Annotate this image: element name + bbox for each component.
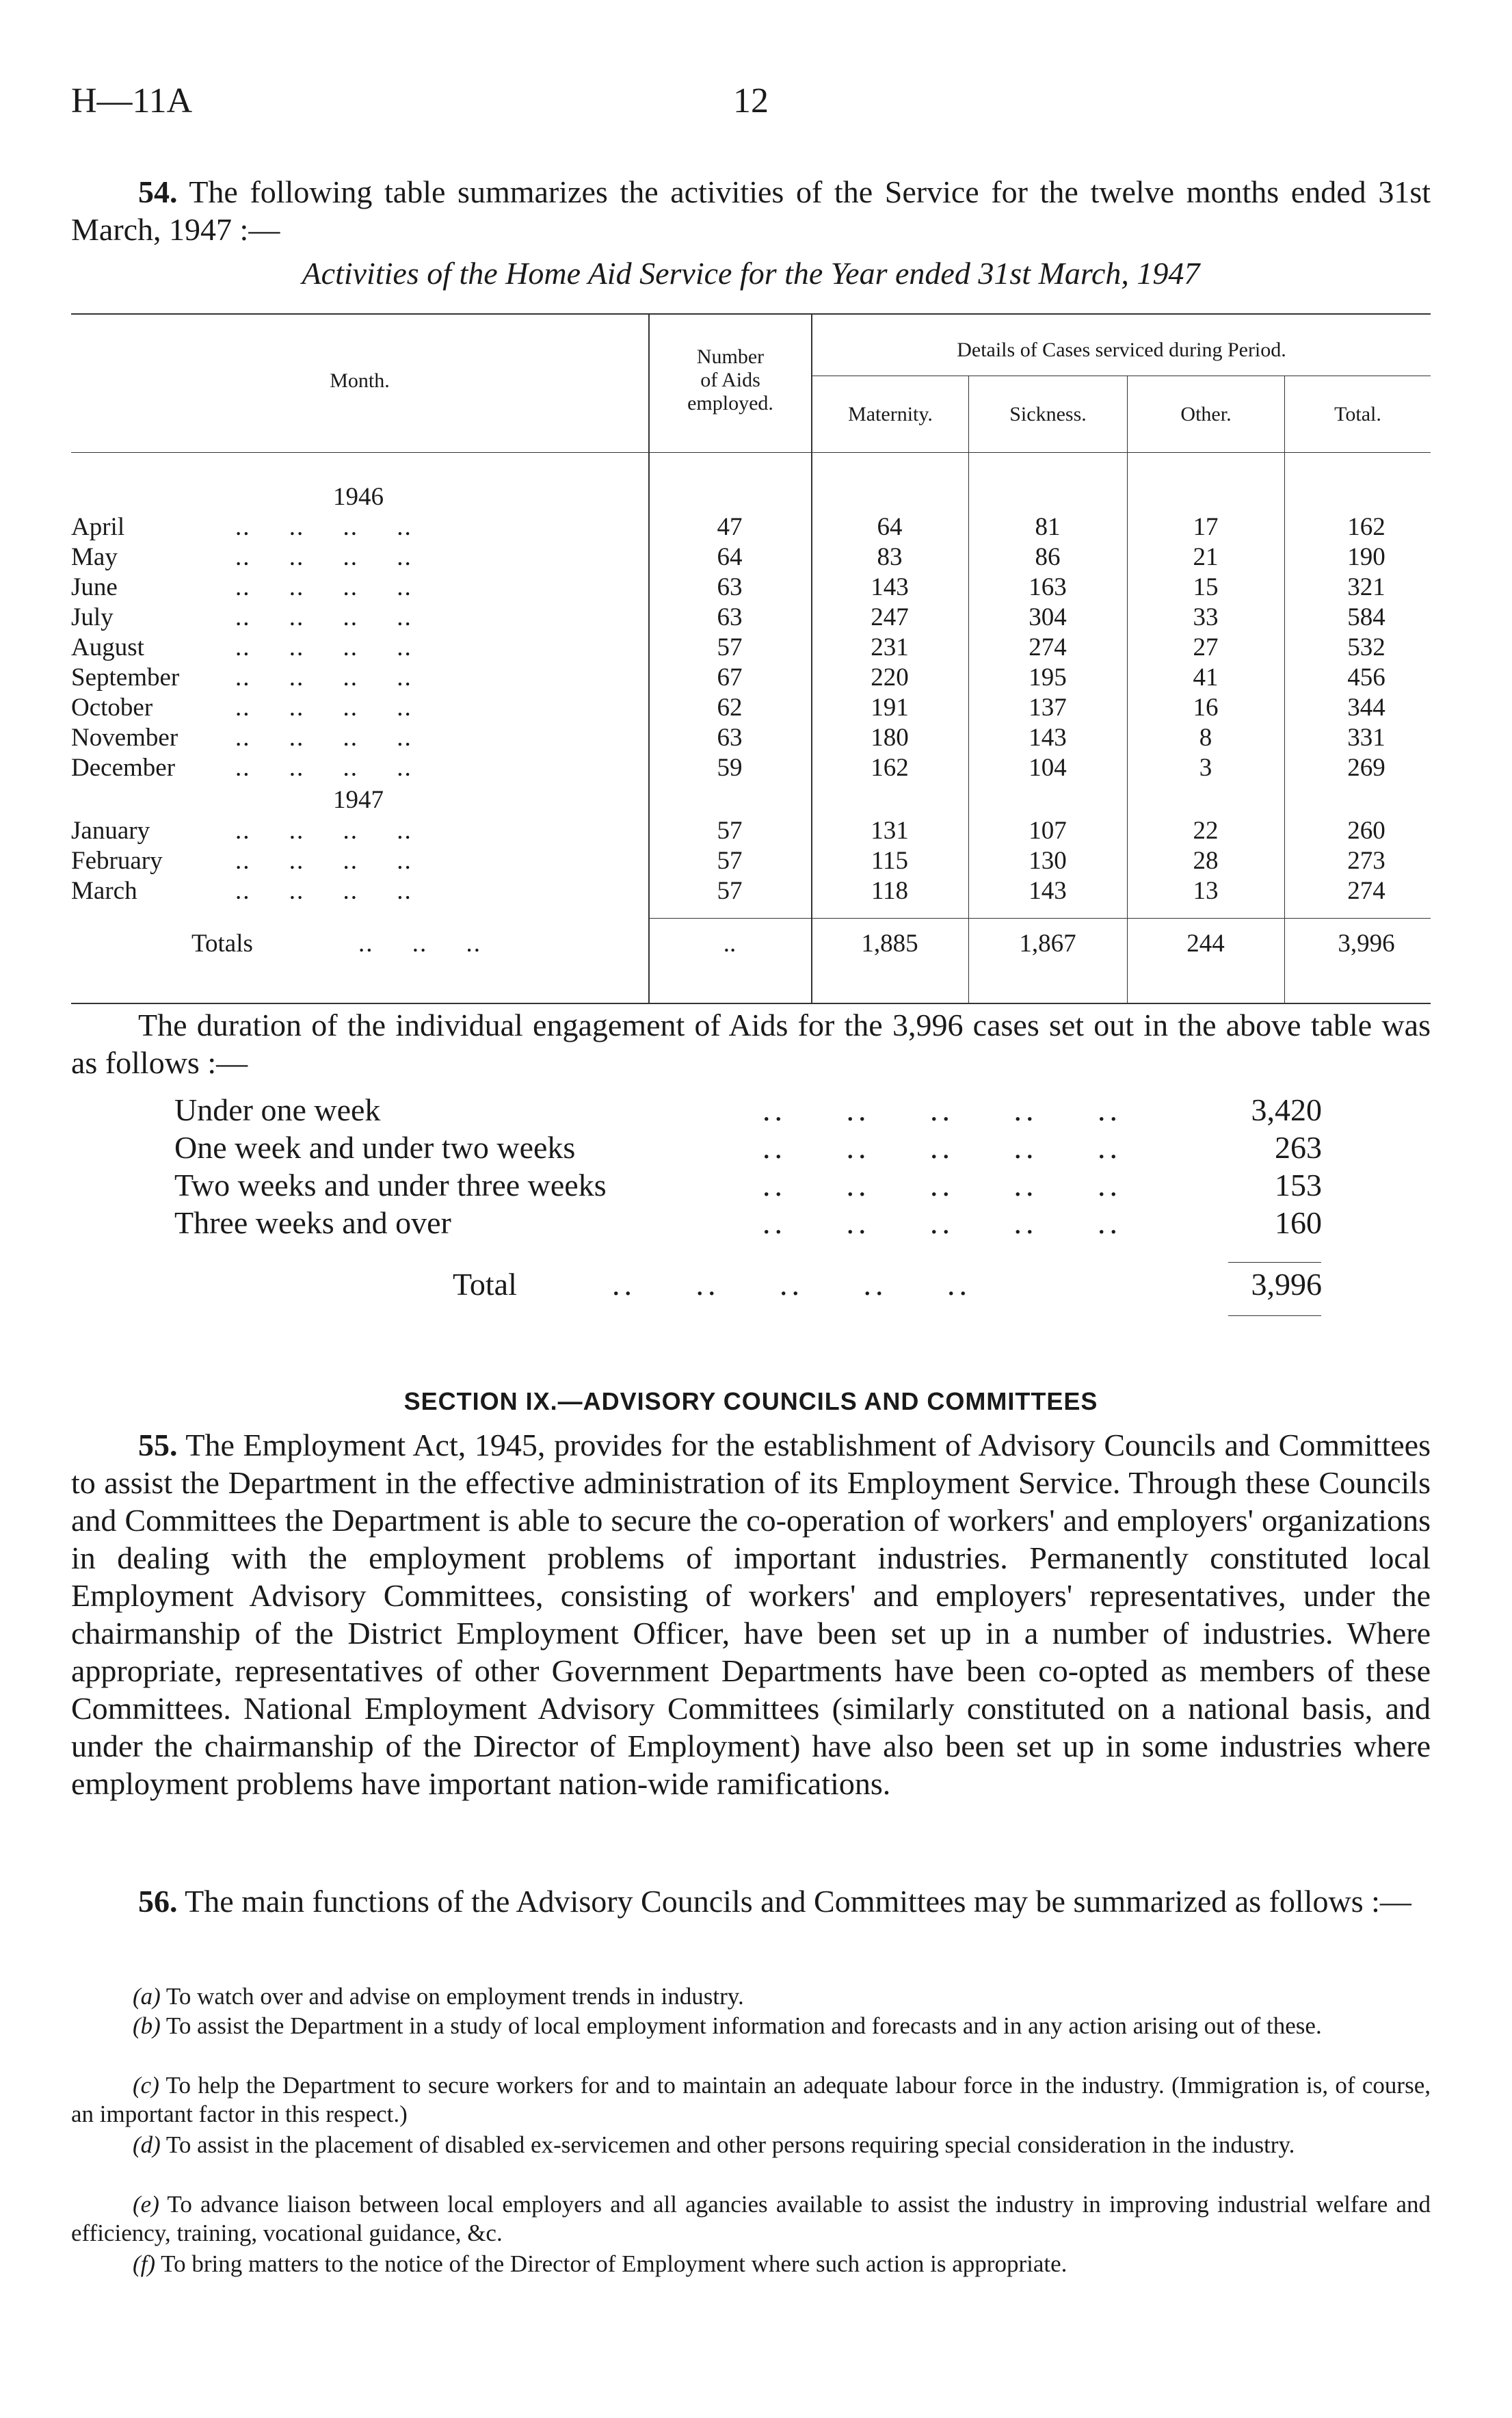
leader-dots: .. .. .. .. [235,877,412,905]
leader-dots: .. .. .. .. [235,663,412,692]
cell-total: 331 [1347,724,1385,752]
cell-maternity: 191 [871,694,909,722]
leader-dots: .. .. .. .. .. [762,1205,1122,1240]
duration-value: 263 [1275,1130,1322,1165]
cell-month: March [71,877,137,905]
leader-dots: .. .. .. .. [235,573,412,601]
col-header-aids [650,345,811,415]
cell-other: 17 [1193,513,1219,541]
cell-total: 321 [1347,573,1385,601]
cell-aids: 67 [717,663,743,692]
table-row [71,816,1431,846]
duration-item [174,1092,1322,1129]
cell-month: December [71,754,176,782]
cell-month: July [71,603,114,631]
leader-dots: .. .. .. .. [235,724,412,752]
cell-sickness: 163 [1029,573,1067,601]
leader-dots: .. .. .. .. [235,847,412,875]
cell-other: 22 [1193,817,1219,845]
cell-sickness: 81 [1035,513,1061,541]
col-header-other: Other. [1180,403,1232,425]
cell-other: 13 [1193,877,1219,905]
cell-maternity: 180 [871,724,909,752]
page-series: H—11A [71,81,193,120]
leader-dots: .. .. .. .. [235,633,412,661]
totals-aids: .. [723,930,737,958]
table-row [71,542,1431,573]
cell-month: April [71,513,125,541]
function-text: To watch over and advise on employment trends in industry. [160,1983,744,2010]
table-bottom-rule [71,1003,1431,1004]
cell-maternity: 231 [871,633,909,661]
cell-total: 274 [1347,877,1385,905]
cell-sickness: 86 [1035,543,1061,571]
function-item [71,2131,1431,2159]
duration-total [174,1266,1322,1303]
table-row [71,663,1431,693]
function-item [71,2012,1431,2040]
duration-total-value: 3,996 [1251,1267,1322,1302]
cell-other: 41 [1193,663,1219,692]
table-row [71,693,1431,723]
cell-month: August [71,633,144,661]
table-totals-row [71,929,1431,959]
duration-label: Two weeks and under three weeks [174,1168,607,1203]
cell-month: October [71,694,153,722]
totals-label: Totals [191,930,253,958]
cell-maternity: 162 [871,754,909,782]
leader-dots: .. .. .. .. [235,817,412,845]
duration-item [174,1205,1322,1241]
cell-month: January [71,817,150,845]
cell-total: 260 [1347,817,1385,845]
cell-total: 269 [1347,754,1385,782]
col-header-aids-line: Number [696,345,765,368]
col-header-month: Month. [330,369,390,392]
table-row [71,603,1431,633]
paragraph-number: 54. [138,174,178,209]
cell-sickness: 104 [1029,754,1067,782]
table-row [71,846,1431,876]
leader-dots: .. .. .. .. .. [762,1092,1122,1127]
cell-aids: 57 [717,877,743,905]
cell-sickness: 143 [1029,724,1067,752]
cell-sickness: 143 [1029,877,1067,905]
cell-aids: 63 [717,724,743,752]
duration-intro: The duration of the individual engagement of Aids for the 3,996 cases set out in the above table was as follows :— [71,1008,1431,1080]
cell-sickness: 107 [1029,817,1067,845]
totals-maternity: 1,885 [861,930,918,958]
function-letter: (c) [133,2072,159,2099]
cell-total: 344 [1347,694,1385,722]
paragraph-number: 56. [138,1884,178,1919]
totals-other: 244 [1186,930,1225,958]
function-text: To assist in the placement of disabled ex-servicemen and other persons requiring special consideration in the industry. [160,2131,1295,2158]
total-rule [1228,1262,1321,1263]
paragraph-54 [71,173,1431,248]
cell-sickness: 274 [1029,633,1067,661]
cell-total: 456 [1347,663,1385,692]
cell-aids: 59 [717,754,743,782]
cell-other: 3 [1199,754,1212,782]
leader-dots: .. .. .. .. .. [612,1267,971,1302]
leader-dots: .. .. .. [358,930,481,958]
cell-other: 28 [1193,847,1219,875]
cell-maternity: 115 [871,847,909,875]
duration-label: One week and under two weeks [174,1130,576,1165]
cell-maternity: 143 [871,573,909,601]
cell-month: September [71,663,180,692]
cell-total: 162 [1347,513,1385,541]
function-item [71,2250,1431,2278]
table-row [71,876,1431,906]
col-header-aids-line: employed. [687,392,773,415]
year-label: 1946 [333,483,384,511]
function-text: To assist the Department in a study of local employment information and forecasts and in any action arising out of these. [160,2012,1322,2039]
leader-dots: .. .. .. .. [235,754,412,782]
function-text: To help the Department to secure workers for and to maintain an adequate labour force in the industry. (Immigration is, of course, an important factor in this respect.) [71,2072,1431,2127]
cell-month: February [71,847,163,875]
function-letter: (f) [133,2250,156,2277]
function-item [71,1982,1431,2011]
cell-sickness: 304 [1029,603,1067,631]
table-row [71,512,1431,542]
cell-maternity: 220 [871,663,909,692]
paragraph-55 [71,1426,1431,1802]
leader-dots: .. .. .. .. [235,543,412,571]
cell-aids: 57 [717,633,743,661]
cell-aids: 62 [717,694,743,722]
function-letter: (e) [133,2191,159,2218]
total-underline [1228,1315,1321,1316]
cell-total: 532 [1347,633,1385,661]
cell-total: 190 [1347,543,1385,571]
totals-total: 3,996 [1338,930,1395,958]
duration-label: Three weeks and over [174,1205,451,1240]
cell-maternity: 131 [871,817,909,845]
cell-other: 16 [1193,694,1219,722]
cell-sickness: 130 [1029,847,1067,875]
function-letter: (d) [133,2131,161,2158]
leader-dots: .. .. .. .. [235,513,412,541]
totals-sickness: 1,867 [1019,930,1076,958]
cell-month: June [71,573,118,601]
leader-dots: .. .. .. .. [235,603,412,631]
table-caption: Activities of the Home Aid Service for the Year ended 31st March, 1947 [302,256,1200,291]
function-text: To advance liaison between local employers and all agancies available to assist the industry in improving industrial welfare and efficiency, training, vocational guidance, &c. [71,2191,1431,2246]
table-row [71,573,1431,603]
cell-other: 8 [1199,724,1212,752]
table-totals-rule [648,918,1431,919]
function-text: To bring matters to the notice of the Director of Employment where such action is appropriate. [155,2250,1067,2277]
table-header-rule [71,452,1431,453]
leader-dots: .. .. .. .. [235,694,412,722]
leader-dots: .. .. .. .. .. [762,1168,1122,1203]
paragraph-text: The Employment Act, 1945, provides for the establishment of Advisory Councils and Committees to assist the Department in the effective administration of its Employment Service. Through these Councils and Committees the Department is able to secure the co-operation of workers' and employers' organizations in dealing with the employment problems of important industries. Permanently constituted local Employment Advisory Committees, consisting of workers' and employers' representatives, under the chairmanship of the District Employment Officer, have been set up in a number of industries. Where appropriate, representatives of other Government Departments have been co-opted as members of these Committees. National Employment Advisory Committees (similarly constituted on a national basis, and under the chairmanship of the Director of Employment) have also been set up in some industries where employment problems have important nation-wide ramifications. [71,1428,1431,1801]
duration-total-label: Total [453,1267,517,1302]
paragraph-text: The main functions of the Advisory Councils and Committees may be summarized as follows :— [185,1884,1411,1919]
cell-month: May [71,543,118,571]
duration-item [174,1167,1322,1204]
duration-value: 160 [1275,1205,1322,1240]
cell-other: 27 [1193,633,1219,661]
col-header-group: Details of Cases serviced during Period. [957,339,1286,361]
cell-total: 273 [1347,847,1385,875]
section-title: SECTION IX.—ADVISORY COUNCILS AND COMMITTEES [403,1387,1098,1415]
table-top-rule [71,313,1431,315]
duration-label: Under one week [174,1092,381,1127]
col-header-total: Total. [1334,403,1381,425]
cell-other: 15 [1193,573,1219,601]
function-item [71,2190,1431,2248]
cell-maternity: 83 [877,543,903,571]
paragraph-text: The following table summarizes the activities of the Service for the twelve months ended 31st March, 1947 :— [71,174,1431,247]
paragraph-56 [71,1882,1431,1920]
cell-aids: 57 [717,817,743,845]
cell-maternity: 118 [871,877,909,905]
cell-other: 21 [1193,543,1219,571]
cell-aids: 64 [717,543,743,571]
cell-total: 584 [1347,603,1385,631]
duration-item [174,1129,1322,1166]
cell-sickness: 195 [1029,663,1067,692]
duration-value: 153 [1275,1168,1322,1203]
cell-sickness: 137 [1029,694,1067,722]
function-item [71,2071,1431,2129]
table-row [71,753,1431,783]
page-number: 12 [733,81,769,120]
table-row [71,723,1431,753]
function-letter: (a) [133,1983,161,2010]
cell-aids: 63 [717,603,743,631]
col-header-sickness: Sickness. [1009,403,1087,425]
col-header-aids-line: of Aids [700,369,760,391]
table-row [71,633,1431,663]
paragraph-number: 55. [138,1428,178,1462]
duration-value: 3,420 [1251,1092,1322,1127]
cell-aids: 63 [717,573,743,601]
cell-maternity: 247 [871,603,909,631]
cell-aids: 47 [717,513,743,541]
leader-dots: .. .. .. .. .. [762,1130,1122,1165]
cell-month: November [71,724,178,752]
cell-aids: 57 [717,847,743,875]
function-letter: (b) [133,2012,161,2039]
cell-maternity: 64 [877,513,903,541]
year-label: 1947 [333,786,384,814]
col-header-maternity: Maternity. [848,403,933,425]
cell-other: 33 [1193,603,1219,631]
